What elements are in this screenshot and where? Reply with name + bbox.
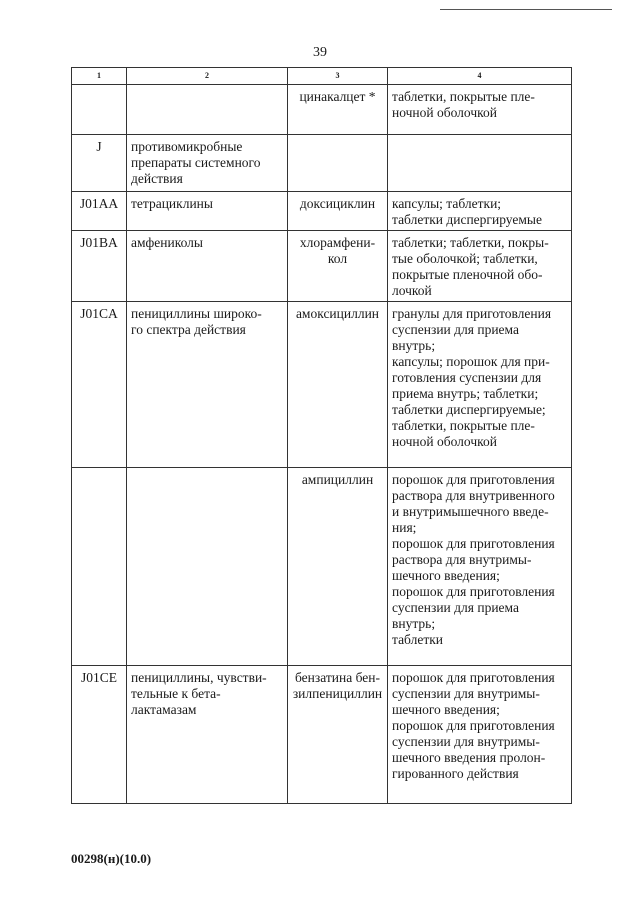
- cell-line: бензатина бен-: [294, 670, 380, 685]
- cell-line: амоксициллин: [295, 306, 380, 321]
- cell-line: амфениколы: [131, 235, 203, 250]
- pharmacological-group-cell: [127, 231, 288, 302]
- drug-name-cell: [288, 85, 388, 135]
- drug-table: [71, 67, 572, 804]
- cell-line: суспензии для приема: [392, 600, 519, 615]
- cell-line: капсулы; таблетки;: [392, 196, 502, 211]
- cell-line: пенициллины широко-: [131, 306, 262, 321]
- cell-line: пенициллины, чувстви-: [131, 670, 267, 685]
- cell-line: гированного действия: [392, 766, 519, 781]
- cell-line: ампициллин: [301, 472, 374, 487]
- table-row: [72, 666, 572, 804]
- cell-line: таблетки: [392, 632, 444, 647]
- cell-line: суспензии для приема: [392, 322, 519, 337]
- column-number-2: 2: [127, 68, 288, 85]
- atc-code-cell: [72, 468, 127, 666]
- table-row: [72, 135, 572, 192]
- top-rule: [440, 9, 612, 10]
- column-number-1: 1: [72, 68, 127, 85]
- cell-line: ночной оболочкой: [392, 105, 497, 120]
- cell-line: хлорамфени-: [299, 235, 376, 250]
- drug-name-cell: [288, 231, 388, 302]
- cell-line: порошок для приготовления: [392, 536, 555, 551]
- pharmacological-group-cell: [127, 666, 288, 804]
- cell-line: раствора для внутривенного: [392, 488, 555, 503]
- cell-line: действия: [131, 171, 183, 186]
- pharmacological-group-cell: [127, 468, 288, 666]
- cell-line: приема внутрь; таблетки;: [392, 386, 539, 401]
- pharmacological-group-cell: [127, 192, 288, 231]
- dosage-forms-cell: [388, 192, 572, 231]
- dosage-forms-cell: [388, 468, 572, 666]
- cell-line: кол: [327, 251, 348, 266]
- table-header-row: [72, 68, 572, 85]
- cell-line: суспензии для внутримы-: [392, 686, 540, 701]
- drug-name-cell: [288, 302, 388, 468]
- drug-name-cell: [288, 468, 388, 666]
- cell-line: порошок для приготовления: [392, 472, 555, 487]
- drug-name-cell: [288, 666, 388, 804]
- cell-line: ночной оболочкой: [392, 434, 497, 449]
- cell-line: капсулы; порошок для при-: [392, 354, 550, 369]
- cell-line: покрытые пленочной обо-: [392, 267, 543, 282]
- cell-line: шечного введения пролон-: [392, 750, 546, 765]
- cell-line: таблетки; таблетки, покры-: [392, 235, 549, 250]
- atc-code-cell: J: [72, 135, 127, 192]
- cell-line: лочкой: [392, 283, 432, 298]
- page-number: 39: [313, 45, 327, 60]
- cell-line: порошок для приготовления: [392, 718, 555, 733]
- column-number-3: 3: [288, 68, 388, 85]
- atc-code-cell: J01CA: [72, 302, 127, 468]
- cell-line: го спектра действия: [131, 322, 246, 337]
- cell-line: зилпенициллин: [292, 686, 383, 701]
- cell-line: таблетки, покрытые пле-: [392, 89, 535, 104]
- cell-line: внутрь;: [392, 338, 436, 353]
- cell-line: тельные к бета-: [131, 686, 221, 701]
- dosage-forms-cell: [388, 85, 572, 135]
- atc-code-cell: J01BA: [72, 231, 127, 302]
- atc-code-cell: J01CE: [72, 666, 127, 804]
- cell-line: порошок для приготовления: [392, 584, 555, 599]
- cell-line: препараты системного: [131, 155, 261, 170]
- cell-line: таблетки, покрытые пле-: [392, 418, 535, 433]
- drug-name-cell: [288, 135, 388, 192]
- dosage-forms-cell: [388, 135, 572, 192]
- pharmacological-group-cell: [127, 85, 288, 135]
- cell-line: и внутримышечного введе-: [392, 504, 549, 519]
- dosage-forms-cell: [388, 231, 572, 302]
- cell-line: таблетки диспергируемые: [392, 212, 542, 227]
- cell-line: гранулы для приготовления: [392, 306, 552, 321]
- cell-line: таблетки диспергируемые;: [392, 402, 546, 417]
- cell-line: ния;: [392, 520, 417, 535]
- cell-line: лактамазам: [131, 702, 197, 717]
- cell-line: противомикробные: [131, 139, 243, 154]
- atc-code-cell: J01AA: [72, 192, 127, 231]
- atc-code-cell: [72, 85, 127, 135]
- cell-line: доксициклин: [299, 196, 376, 211]
- pharmacological-group-cell: [127, 302, 288, 468]
- table-row: [72, 231, 572, 302]
- cell-line: тые оболочкой; таблетки,: [392, 251, 538, 266]
- cell-line: готовления суспензии для: [392, 370, 542, 385]
- table-row: [72, 85, 572, 135]
- cell-line: суспензии для внутримы-: [392, 734, 540, 749]
- dosage-forms-cell: [388, 302, 572, 468]
- cell-line: тетрациклины: [131, 196, 213, 211]
- table-row: [72, 302, 572, 468]
- cell-line: внутрь;: [392, 616, 436, 631]
- column-number-4: 4: [388, 68, 572, 85]
- dosage-forms-cell: [388, 666, 572, 804]
- cell-line: раствора для внутримы-: [392, 552, 532, 567]
- cell-line: порошок для приготовления: [392, 670, 555, 685]
- table-row: [72, 468, 572, 666]
- drug-name-cell: [288, 192, 388, 231]
- footer-document-code: 00298(н)(10.0): [71, 851, 152, 866]
- cell-line: шечного введения;: [392, 568, 500, 583]
- table-row: [72, 192, 572, 231]
- cell-line: цинакалцет *: [299, 89, 376, 104]
- cell-line: шечного введения;: [392, 702, 500, 717]
- pharmacological-group-cell: [127, 135, 288, 192]
